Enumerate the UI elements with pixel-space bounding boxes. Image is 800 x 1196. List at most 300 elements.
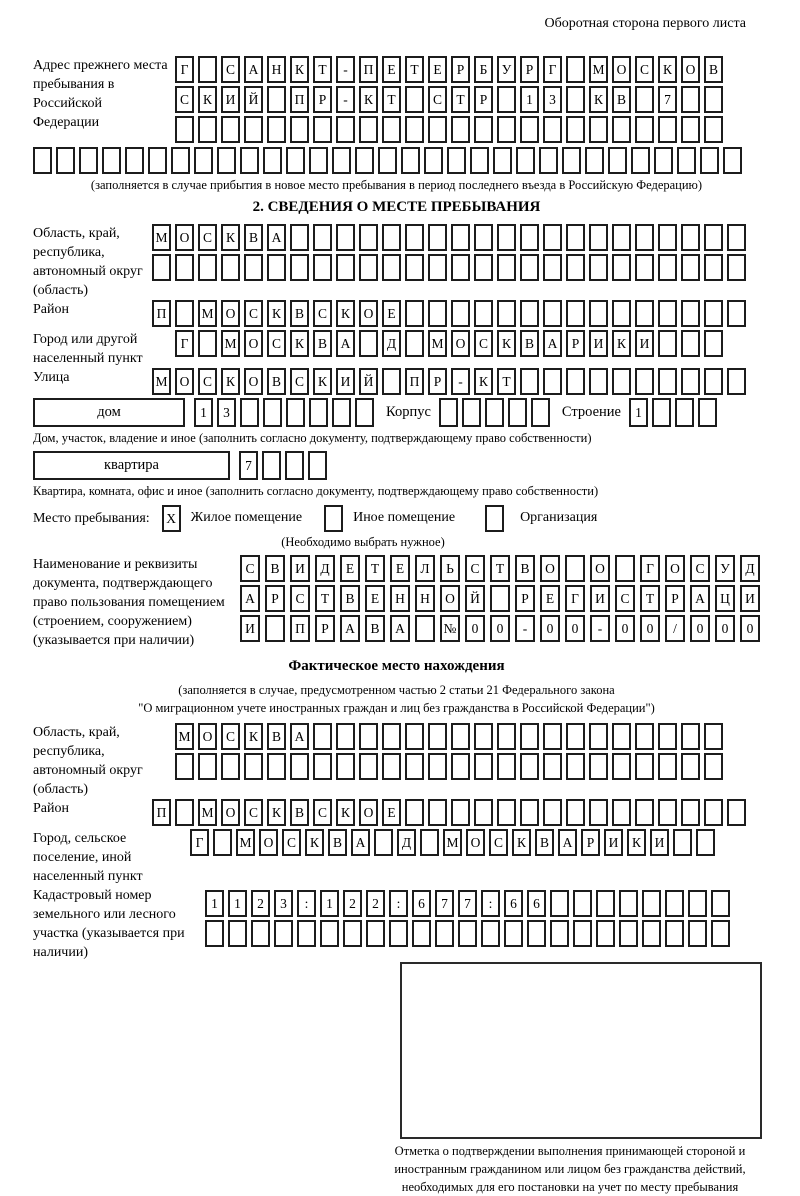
char-cell[interactable] [543,254,562,281]
char-cell[interactable]: № [440,615,460,642]
char-cell[interactable] [262,451,281,480]
char-cell[interactable] [175,254,194,281]
organization-checkbox[interactable] [485,505,504,532]
char-cell[interactable] [698,398,717,427]
char-cell[interactable] [704,300,723,327]
char-cell[interactable]: О [540,555,560,582]
char-cell[interactable] [504,920,523,947]
char-cell[interactable]: В [704,56,723,83]
char-cell[interactable] [382,723,401,750]
char-cell[interactable]: К [512,829,531,856]
char-cell[interactable]: 6 [504,890,523,917]
char-cell[interactable] [221,116,240,143]
char-cell[interactable] [543,300,562,327]
char-cell[interactable] [171,147,190,174]
char-cell[interactable]: : [481,890,500,917]
char-cell[interactable] [308,451,327,480]
char-cell[interactable] [343,920,362,947]
char-cell[interactable]: А [290,723,309,750]
char-cell[interactable] [493,147,512,174]
char-cell[interactable] [673,829,692,856]
char-cell[interactable] [497,799,516,826]
char-cell[interactable]: В [265,555,285,582]
char-cell[interactable] [704,330,723,357]
char-cell[interactable] [359,224,378,251]
char-cell[interactable] [727,300,746,327]
char-cell[interactable] [520,224,539,251]
char-cell[interactable]: М [175,723,194,750]
char-cell[interactable] [520,368,539,395]
char-cell[interactable] [615,555,635,582]
char-cell[interactable]: С [474,330,493,357]
char-cell[interactable] [543,799,562,826]
char-cell[interactable] [665,920,684,947]
char-cell[interactable]: 0 [690,615,710,642]
char-cell[interactable]: А [336,330,355,357]
char-cell[interactable] [451,254,470,281]
char-cell[interactable]: - [336,56,355,83]
char-cell[interactable] [658,116,677,143]
char-cell[interactable] [497,753,516,780]
char-cell[interactable] [543,224,562,251]
char-cell[interactable] [405,723,424,750]
char-cell[interactable] [267,753,286,780]
char-cell[interactable] [451,224,470,251]
char-cell[interactable] [320,920,339,947]
char-cell[interactable] [704,723,723,750]
char-cell[interactable]: Д [397,829,416,856]
char-cell[interactable] [428,799,447,826]
char-cell[interactable] [198,116,217,143]
char-cell[interactable]: А [690,585,710,612]
char-cell[interactable] [194,147,213,174]
char-cell[interactable] [696,829,715,856]
char-cell[interactable] [681,753,700,780]
char-cell[interactable] [658,300,677,327]
char-cell[interactable]: С [244,300,263,327]
char-cell[interactable] [612,799,631,826]
char-cell[interactable]: К [198,86,217,113]
char-cell[interactable]: В [515,555,535,582]
char-cell[interactable]: К [627,829,646,856]
char-cell[interactable]: - [451,368,470,395]
char-cell[interactable] [382,753,401,780]
char-cell[interactable]: - [336,86,355,113]
char-cell[interactable] [681,254,700,281]
char-cell[interactable] [263,147,282,174]
char-cell[interactable] [336,723,355,750]
char-cell[interactable] [428,254,447,281]
apartment-type-box[interactable]: квартира [33,451,230,480]
char-cell[interactable]: 1 [320,890,339,917]
char-cell[interactable]: Н [267,56,286,83]
char-cell[interactable]: 6 [527,890,546,917]
char-cell[interactable]: 0 [540,615,560,642]
char-cell[interactable]: К [336,300,355,327]
char-cell[interactable] [359,330,378,357]
char-cell[interactable]: С [635,56,654,83]
char-cell[interactable] [727,799,746,826]
char-cell[interactable]: П [152,300,171,327]
char-cell[interactable] [481,920,500,947]
char-cell[interactable] [359,723,378,750]
char-cell[interactable] [520,799,539,826]
char-cell[interactable]: С [198,368,217,395]
residential-checkbox[interactable]: X [162,505,181,532]
char-cell[interactable]: Т [640,585,660,612]
char-cell[interactable]: В [535,829,554,856]
char-cell[interactable] [244,116,263,143]
char-cell[interactable]: К [290,330,309,357]
char-cell[interactable]: В [340,585,360,612]
char-cell[interactable] [285,451,304,480]
char-cell[interactable] [290,116,309,143]
char-cell[interactable]: Й [465,585,485,612]
char-cell[interactable] [263,398,282,427]
char-cell[interactable] [240,147,259,174]
char-cell[interactable] [405,116,424,143]
char-cell[interactable] [175,116,194,143]
char-cell[interactable] [658,330,677,357]
char-cell[interactable]: К [221,224,240,251]
char-cell[interactable] [550,920,569,947]
char-cell[interactable]: О [259,829,278,856]
char-cell[interactable] [470,147,489,174]
char-cell[interactable]: И [590,585,610,612]
char-cell[interactable]: О [451,330,470,357]
char-cell[interactable]: И [589,330,608,357]
char-cell[interactable] [382,116,401,143]
char-cell[interactable]: 0 [740,615,760,642]
char-cell[interactable] [658,799,677,826]
char-cell[interactable] [267,254,286,281]
char-cell[interactable] [566,723,585,750]
char-cell[interactable] [516,147,535,174]
char-cell[interactable]: Е [390,555,410,582]
char-cell[interactable] [543,368,562,395]
char-cell[interactable] [221,254,240,281]
char-cell[interactable] [382,254,401,281]
char-cell[interactable] [635,254,654,281]
char-cell[interactable]: 0 [640,615,660,642]
char-cell[interactable] [336,254,355,281]
char-cell[interactable] [531,398,550,427]
char-cell[interactable] [704,116,723,143]
char-cell[interactable] [474,300,493,327]
char-cell[interactable]: : [297,890,316,917]
char-cell[interactable] [485,398,504,427]
char-cell[interactable]: С [198,224,217,251]
char-cell[interactable] [550,890,569,917]
char-cell[interactable] [562,147,581,174]
char-cell[interactable] [497,254,516,281]
char-cell[interactable]: О [359,300,378,327]
char-cell[interactable] [405,254,424,281]
char-cell[interactable] [612,368,631,395]
char-cell[interactable]: И [240,615,260,642]
char-cell[interactable]: 1 [520,86,539,113]
char-cell[interactable] [704,368,723,395]
char-cell[interactable]: С [313,300,332,327]
char-cell[interactable] [240,398,259,427]
char-cell[interactable]: 7 [658,86,677,113]
char-cell[interactable]: М [152,368,171,395]
char-cell[interactable]: Й [244,86,263,113]
char-cell[interactable]: К [313,368,332,395]
char-cell[interactable]: О [590,555,610,582]
char-cell[interactable] [458,920,477,947]
char-cell[interactable]: Т [490,555,510,582]
char-cell[interactable]: 7 [239,451,258,480]
char-cell[interactable]: 3 [274,890,293,917]
char-cell[interactable]: Е [382,799,401,826]
char-cell[interactable] [382,224,401,251]
char-cell[interactable] [462,398,481,427]
char-cell[interactable]: А [340,615,360,642]
char-cell[interactable] [658,723,677,750]
char-cell[interactable]: 3 [217,398,236,427]
char-cell[interactable]: К [221,368,240,395]
char-cell[interactable]: А [240,585,260,612]
char-cell[interactable]: / [665,615,685,642]
char-cell[interactable] [313,224,332,251]
char-cell[interactable]: 1 [194,398,213,427]
char-cell[interactable] [589,368,608,395]
char-cell[interactable] [520,753,539,780]
char-cell[interactable]: А [558,829,577,856]
char-cell[interactable]: Б [474,56,493,83]
char-cell[interactable] [389,920,408,947]
char-cell[interactable]: С [290,368,309,395]
char-cell[interactable]: П [405,368,424,395]
char-cell[interactable]: С [428,86,447,113]
char-cell[interactable]: С [221,56,240,83]
char-cell[interactable]: К [658,56,677,83]
char-cell[interactable] [658,254,677,281]
char-cell[interactable] [451,799,470,826]
char-cell[interactable] [313,254,332,281]
char-cell[interactable] [681,723,700,750]
char-cell[interactable] [405,799,424,826]
char-cell[interactable]: В [267,368,286,395]
char-cell[interactable]: А [267,224,286,251]
char-cell[interactable]: В [244,224,263,251]
char-cell[interactable]: С [221,723,240,750]
char-cell[interactable] [313,723,332,750]
char-cell[interactable] [474,224,493,251]
char-cell[interactable] [727,254,746,281]
char-cell[interactable] [405,300,424,327]
char-cell[interactable]: М [443,829,462,856]
char-cell[interactable] [198,330,217,357]
char-cell[interactable] [681,224,700,251]
char-cell[interactable] [566,753,585,780]
char-cell[interactable] [619,890,638,917]
char-cell[interactable] [589,116,608,143]
char-cell[interactable] [359,254,378,281]
char-cell[interactable]: Е [382,56,401,83]
char-cell[interactable]: П [152,799,171,826]
char-cell[interactable] [152,254,171,281]
char-cell[interactable]: 3 [543,86,562,113]
char-cell[interactable] [428,116,447,143]
char-cell[interactable] [612,116,631,143]
char-cell[interactable] [711,920,730,947]
char-cell[interactable]: П [290,86,309,113]
char-cell[interactable] [665,890,684,917]
char-cell[interactable]: 7 [435,890,454,917]
char-cell[interactable] [704,224,723,251]
char-cell[interactable] [688,920,707,947]
char-cell[interactable] [175,753,194,780]
char-cell[interactable]: К [336,799,355,826]
char-cell[interactable]: М [589,56,608,83]
char-cell[interactable] [589,799,608,826]
char-cell[interactable] [566,368,585,395]
char-cell[interactable] [405,753,424,780]
char-cell[interactable] [612,254,631,281]
char-cell[interactable] [290,224,309,251]
char-cell[interactable] [566,799,585,826]
char-cell[interactable]: М [152,224,171,251]
char-cell[interactable] [652,398,671,427]
char-cell[interactable]: М [428,330,447,357]
char-cell[interactable] [451,300,470,327]
char-cell[interactable]: 6 [412,890,431,917]
char-cell[interactable] [228,920,247,947]
char-cell[interactable] [102,147,121,174]
char-cell[interactable]: Р [265,585,285,612]
char-cell[interactable] [313,116,332,143]
char-cell[interactable] [596,890,615,917]
char-cell[interactable]: Р [515,585,535,612]
char-cell[interactable] [497,86,516,113]
char-cell[interactable]: Р [313,86,332,113]
char-cell[interactable]: Т [405,56,424,83]
char-cell[interactable] [608,147,627,174]
char-cell[interactable] [451,753,470,780]
char-cell[interactable] [635,723,654,750]
char-cell[interactable] [490,585,510,612]
char-cell[interactable] [566,224,585,251]
char-cell[interactable] [428,300,447,327]
char-cell[interactable]: К [497,330,516,357]
char-cell[interactable]: Р [566,330,585,357]
char-cell[interactable] [265,615,285,642]
char-cell[interactable]: В [290,799,309,826]
char-cell[interactable] [727,224,746,251]
char-cell[interactable]: А [390,615,410,642]
char-cell[interactable]: О [665,555,685,582]
char-cell[interactable] [520,116,539,143]
char-cell[interactable] [405,86,424,113]
char-cell[interactable] [451,116,470,143]
char-cell[interactable]: К [267,799,286,826]
char-cell[interactable]: В [365,615,385,642]
char-cell[interactable] [566,86,585,113]
char-cell[interactable]: С [244,799,263,826]
char-cell[interactable] [56,147,75,174]
char-cell[interactable]: 0 [490,615,510,642]
char-cell[interactable]: А [351,829,370,856]
char-cell[interactable] [332,147,351,174]
char-cell[interactable]: Ц [715,585,735,612]
char-cell[interactable] [589,753,608,780]
char-cell[interactable] [359,753,378,780]
char-cell[interactable]: К [244,723,263,750]
char-cell[interactable] [539,147,558,174]
char-cell[interactable]: Г [175,330,194,357]
char-cell[interactable] [497,723,516,750]
char-cell[interactable] [497,116,516,143]
char-cell[interactable] [527,920,546,947]
char-cell[interactable] [221,753,240,780]
char-cell[interactable] [658,753,677,780]
char-cell[interactable] [612,300,631,327]
char-cell[interactable]: В [290,300,309,327]
char-cell[interactable]: 7 [458,890,477,917]
char-cell[interactable]: И [635,330,654,357]
char-cell[interactable] [198,254,217,281]
char-cell[interactable]: Н [415,585,435,612]
char-cell[interactable]: С [615,585,635,612]
char-cell[interactable]: 0 [615,615,635,642]
char-cell[interactable] [451,723,470,750]
char-cell[interactable]: О [244,368,263,395]
char-cell[interactable] [244,753,263,780]
char-cell[interactable] [286,398,305,427]
char-cell[interactable] [424,147,443,174]
char-cell[interactable]: С [465,555,485,582]
char-cell[interactable]: У [715,555,735,582]
char-cell[interactable] [543,116,562,143]
char-cell[interactable]: П [359,56,378,83]
char-cell[interactable] [681,116,700,143]
char-cell[interactable] [635,300,654,327]
char-cell[interactable]: Д [740,555,760,582]
char-cell[interactable]: С [267,330,286,357]
char-cell[interactable]: С [489,829,508,856]
char-cell[interactable]: А [244,56,263,83]
char-cell[interactable]: М [236,829,255,856]
char-cell[interactable] [565,555,585,582]
char-cell[interactable]: В [313,330,332,357]
house-type-box[interactable]: дом [33,398,185,427]
char-cell[interactable] [374,829,393,856]
char-cell[interactable] [33,147,52,174]
char-cell[interactable] [336,753,355,780]
char-cell[interactable]: И [221,86,240,113]
char-cell[interactable]: Г [565,585,585,612]
char-cell[interactable] [175,799,194,826]
char-cell[interactable] [589,254,608,281]
char-cell[interactable]: Т [313,56,332,83]
char-cell[interactable] [198,56,217,83]
char-cell[interactable]: В [328,829,347,856]
char-cell[interactable]: Е [382,300,401,327]
char-cell[interactable] [681,330,700,357]
char-cell[interactable] [290,753,309,780]
char-cell[interactable] [198,753,217,780]
char-cell[interactable] [727,368,746,395]
char-cell[interactable] [681,799,700,826]
char-cell[interactable] [497,224,516,251]
char-cell[interactable]: Р [428,368,447,395]
char-cell[interactable]: 2 [343,890,362,917]
char-cell[interactable] [213,829,232,856]
char-cell[interactable] [508,398,527,427]
char-cell[interactable] [642,890,661,917]
